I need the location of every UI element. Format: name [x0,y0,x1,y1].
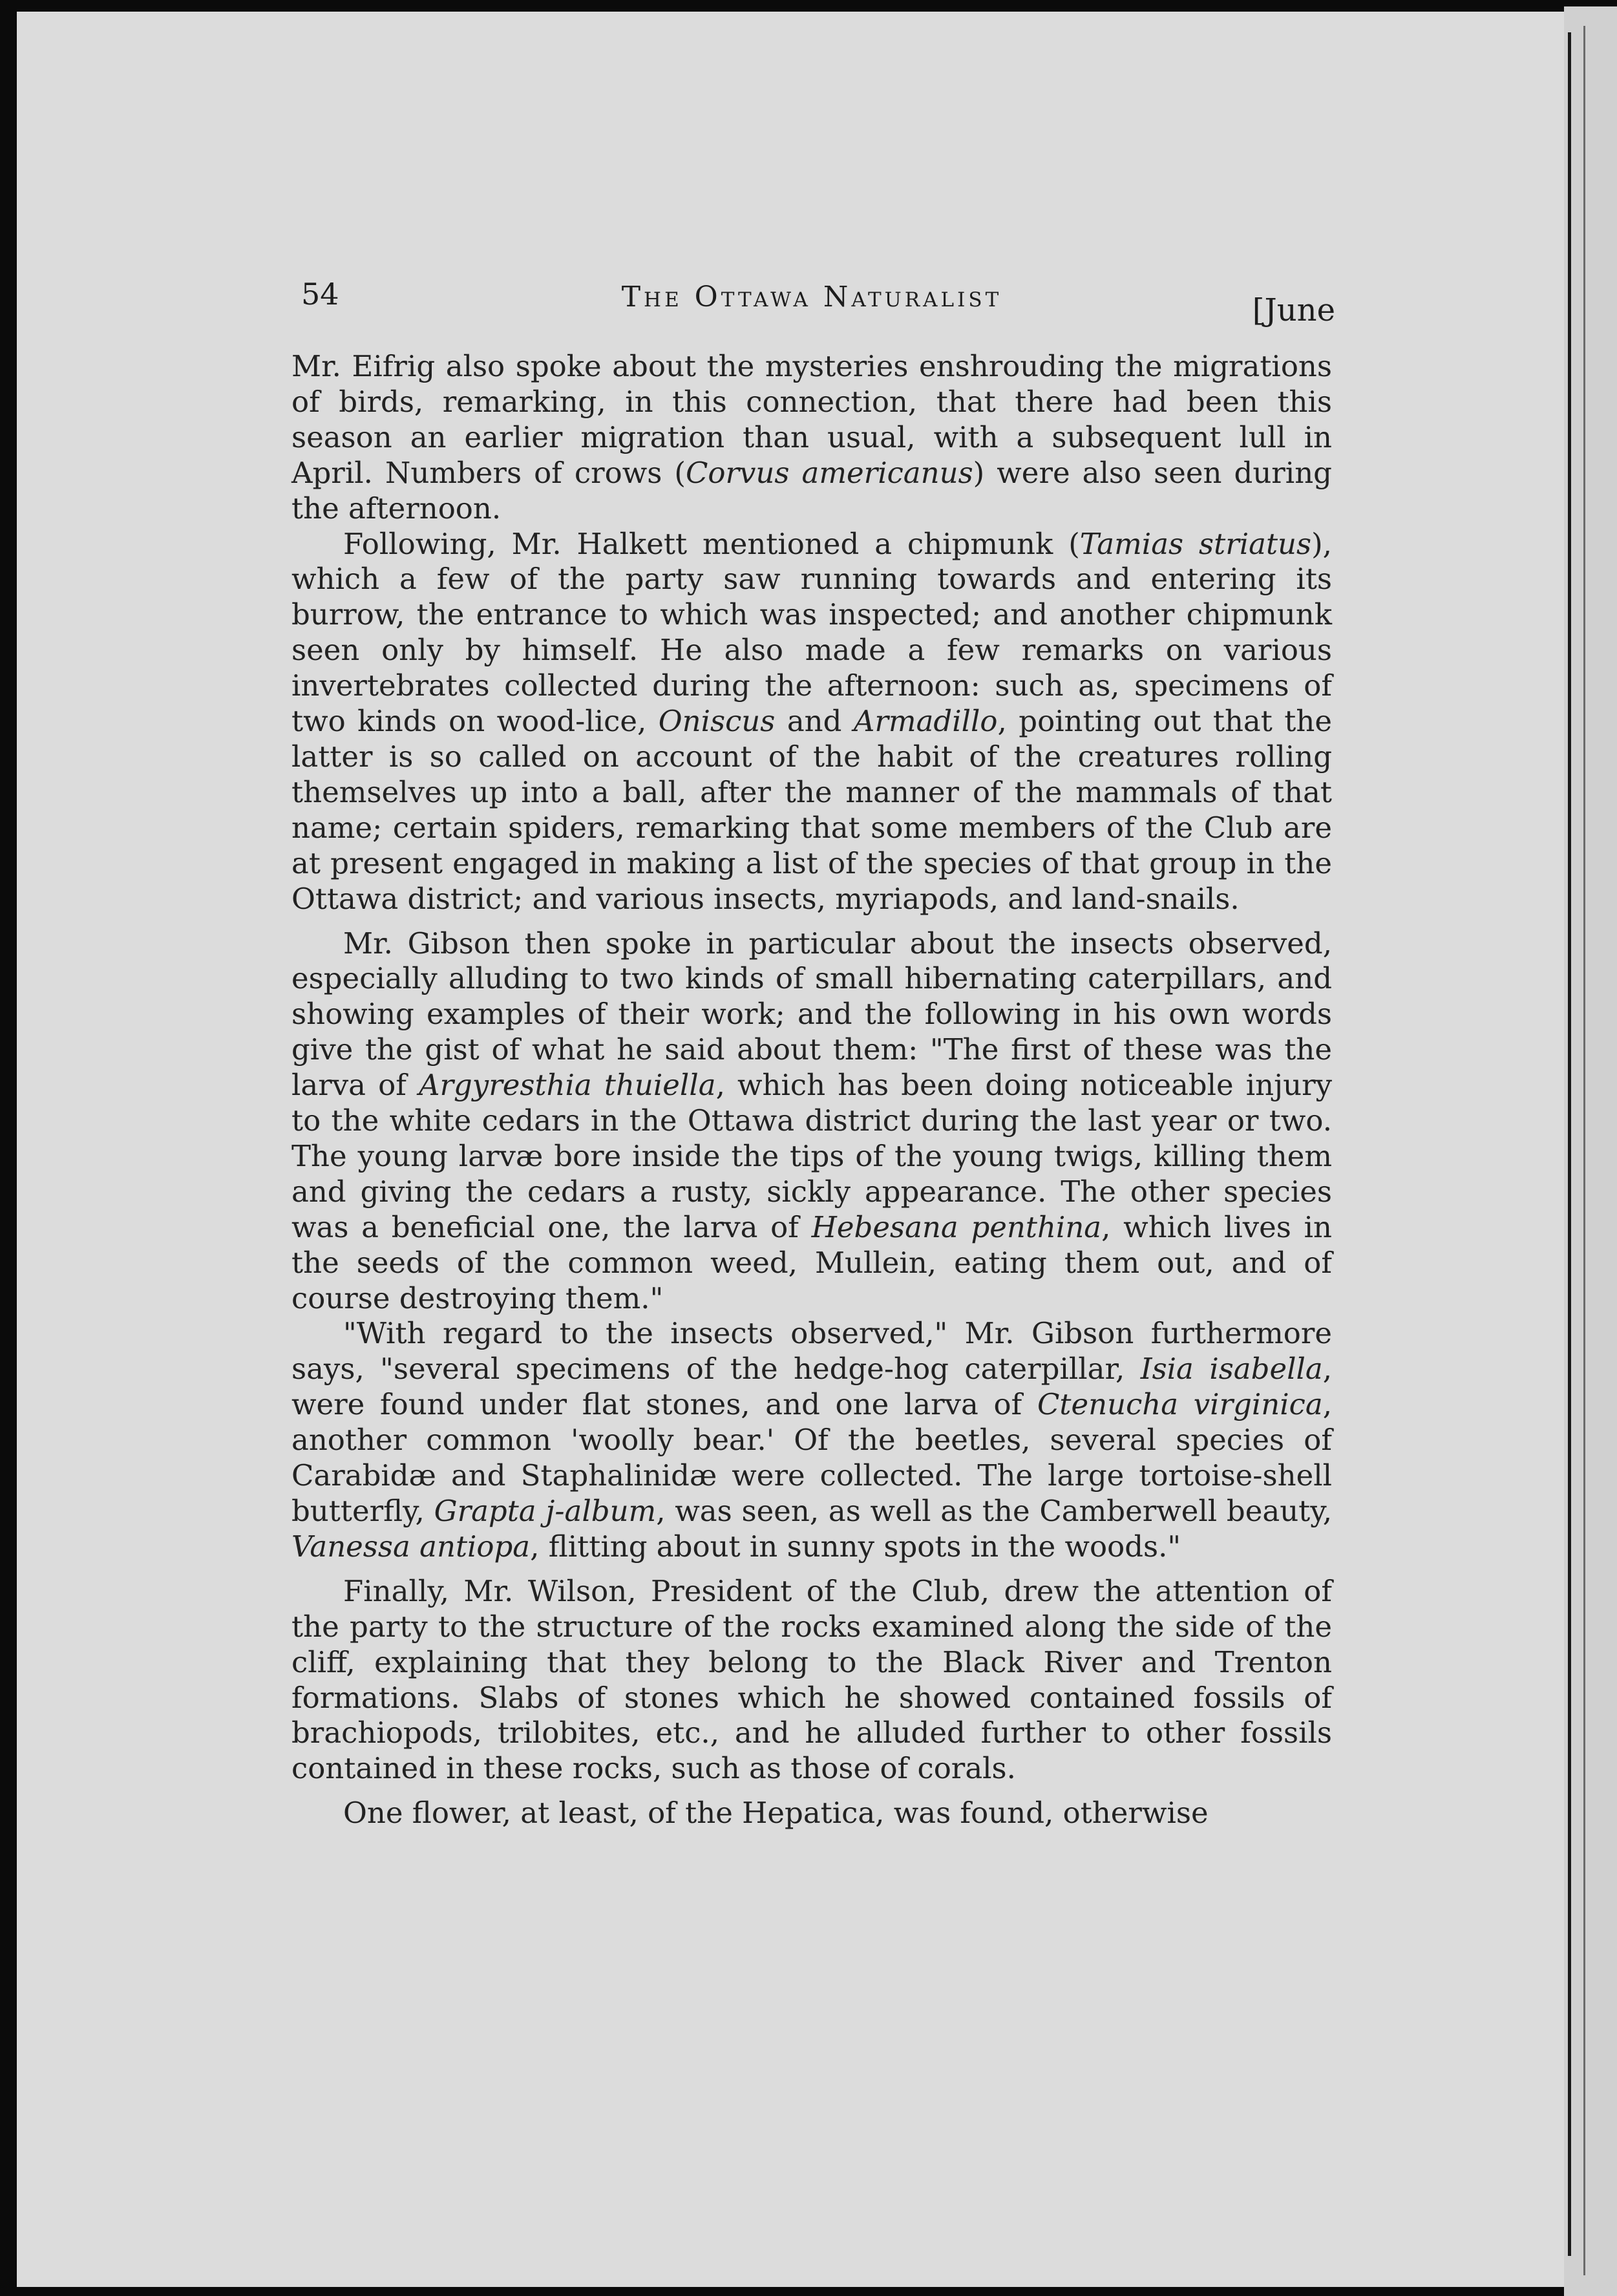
text-run: , another common 'woolly bear.' Of the beetles, several species of Carabidæ and Staphalinidæ were collected. The large tortoise-shell butterfly, [291,1387,1332,1528]
species-name: Corvus americanus [685,455,973,490]
species-name: Grapta j-album [434,1494,657,1528]
species-name: Isia isabella [1140,1352,1323,1387]
text-run: , was seen, as well as the Camberwell beauty, [656,1494,1333,1528]
text-run: ), which a few of the party saw running towards and entering its burrow, the entrance to which was inspected; and another chipmunk seen only by himself. He also made a few remarks on various invertebrates collected during the afternoon: such as, specimens of two kinds on wood-lice, [291,526,1332,739]
page-edge [1564,6,1617,2296]
paragraph-gibson [291,926,1332,1317]
text-run: , pointing out that the latter is so called on account of the habit of the creatures rolling themselves up into a ball, after the manner of the mammals of that name; certain spiders, remarking that some members of the Club are at present engaged in making a list of the species of that group in the Ottawa district; and various insects, myriapods, and land-snails. [291,704,1332,916]
text-run: , were found under flat stones, and one larva of [291,1352,1332,1422]
text-run: Following, Mr. Halkett mentioned a chipmunk ( [343,526,1080,561]
paragraph-wilson [291,1574,1332,1787]
species-name: Argyresthia thuiella [418,1068,716,1103]
text-run: Mr. Eifrig also spoke about the mysteries enshrouding the migrations of birds, remarking, in this connection, that there had been this season an earlier migration than usual, with a subsequent lull in April. Numbers of crows ( [291,349,1332,490]
text-run: , flitting about in sunny spots in the woods." [530,1529,1181,1564]
species-name: Oniscus [658,704,776,739]
text-run: ) were also seen during the afternoon. [291,455,1332,526]
text-run: and [775,704,854,739]
text-run: , which lives in the seeds of the common weed, Mullein, eating them out, and of course destroying them." [291,1209,1333,1315]
body-text [291,349,1332,1831]
paragraph-halkett [291,527,1332,917]
species-name: Tamias striatus [1079,526,1312,561]
binding-line [1568,32,1571,2256]
section-mark: [June [1252,292,1335,328]
text-run: , which has been doing noticeable injury to the white cedars in the Ottawa district during the last year or two. The young larvæ bore inside the tips of the young twigs, killing them and giving the cedars a rusty, sickly appearance. The other species was a beneficial one, the larva of [291,1068,1333,1244]
paragraph-eifrig [291,349,1332,527]
species-name: Armadillo [853,704,998,739]
paragraph-gibson-quote [291,1316,1332,1564]
species-name: Ctenucha virginica [1037,1387,1323,1422]
species-name: Vanessa antiopa [291,1529,531,1564]
running-title: The Ottawa Naturalist [621,281,1002,314]
binding-line [1583,26,1585,2275]
text-run: "With regard to the insects observed," Mr. Gibson furthermore says, "several specimens of the hedge-hog caterpillar, [291,1316,1332,1387]
text-run: One flower, at least, of the Hepatica, was found, otherwise [343,1796,1209,1831]
species-name: Hebesana penthina [811,1209,1102,1244]
paragraph-hepatica [291,1796,1332,1831]
text-run: Finally, Mr. Wilson, President of the Club, drew the attention of the party to the structure of the rocks examined along the side of the cliff, explaining that they belong to the Black River and Trenton formations. Slabs of stones which he showed contained fossils of brachiopods, trilobites, etc., and he alluded further to other fossils contained in these rocks, such as those of corals. [291,1573,1332,1786]
text-run: Mr. Gibson then spoke in particular about the insects observed, especially alluding to two kinds of small hibernating caterpillars, and showing examples of their work; and the following in his own words give the gist of what he said about them: "The first of these was the larva of [291,926,1332,1103]
page-number: 54 [301,277,339,312]
document-page [17,12,1581,2287]
page-header [288,277,1335,335]
